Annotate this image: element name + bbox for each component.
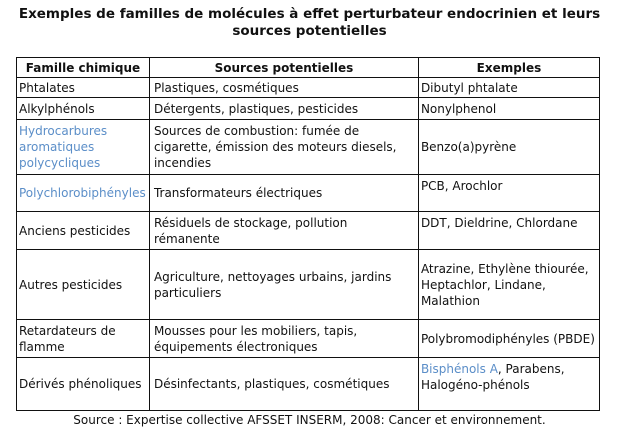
cell-sources: Transformateurs électriques [149,175,418,212]
cell-exemples: PCB, Arochlor [418,175,599,212]
header-exemples: Exemples [418,58,599,78]
cell-exemples: Dibutyl phtalate [418,78,599,98]
cell-famille: Retardateurs de flamme [17,320,150,358]
table-row [17,250,600,320]
cell-famille: Alkylphénols [17,98,150,120]
source-caption: Source : Expertise collective AFSSET INSERM, 2008: Cancer et environnement. [73,413,546,427]
cell-exemples: Benzo(a)pyrène [418,120,599,175]
table-row [17,175,600,212]
table-header-row [17,58,600,78]
table-row [17,358,600,411]
link-polychlorobiphenyles[interactable]: Polychlorobiphényles [17,175,150,212]
cell-sources: Agriculture, nettoyages urbains, jardins particuliers [149,250,418,320]
cell-exemples: Atrazine, Ethylène thiourée, Heptachlor, Lindane, Malathion [418,250,599,320]
link-bisphenols[interactable]: Bisphénols A [420,362,498,376]
cell-sources: Détergents, plastiques, pesticides [149,98,418,120]
link-hydrocarbures[interactable]: Hydrocarbures aromatiques polycycliques [17,120,150,175]
page-title [0,6,619,40]
cell-sources: Plastiques, cosmétiques [149,78,418,98]
header-sources: Sources potentielles [149,58,418,78]
table-row [17,320,600,358]
cell-exemples [418,358,599,411]
molecules-table [16,57,600,411]
cell-sources: Résiduels de stockage, pollution rémanente [149,212,418,250]
title-line-2: sources potentielles [232,23,387,39]
cell-exemples: Polybromodiphényles (PBDE) [418,320,599,358]
table-row [17,120,600,175]
cell-sources: Sources de combustion: fumée de cigarette, émission des moteurs diesels, incendies [149,120,418,175]
header-famille: Famille chimique [17,58,150,78]
title-line-1: Exemples de familles de molécules à effet perturbateur endocrinien et leurs [18,6,601,22]
cell-famille: Dérivés phénoliques [17,358,150,411]
table-row [17,98,600,120]
cell-famille: Autres pesticides [17,250,150,320]
cell-exemples: Nonylphenol [418,98,599,120]
cell-sources: Mousses pour les mobiliers, tapis, équipements électroniques [149,320,418,358]
cell-famille: Phtalates [17,78,150,98]
table-row [17,78,600,98]
cell-sources: Désinfectants, plastiques, cosmétiques [149,358,418,411]
table-row [17,212,600,250]
cell-famille: Anciens pesticides [17,212,150,250]
cell-exemples: DDT, Dieldrine, Chlordane [418,212,599,250]
exemples-rest: , Parabens, Halogéno-phénols [420,362,565,392]
